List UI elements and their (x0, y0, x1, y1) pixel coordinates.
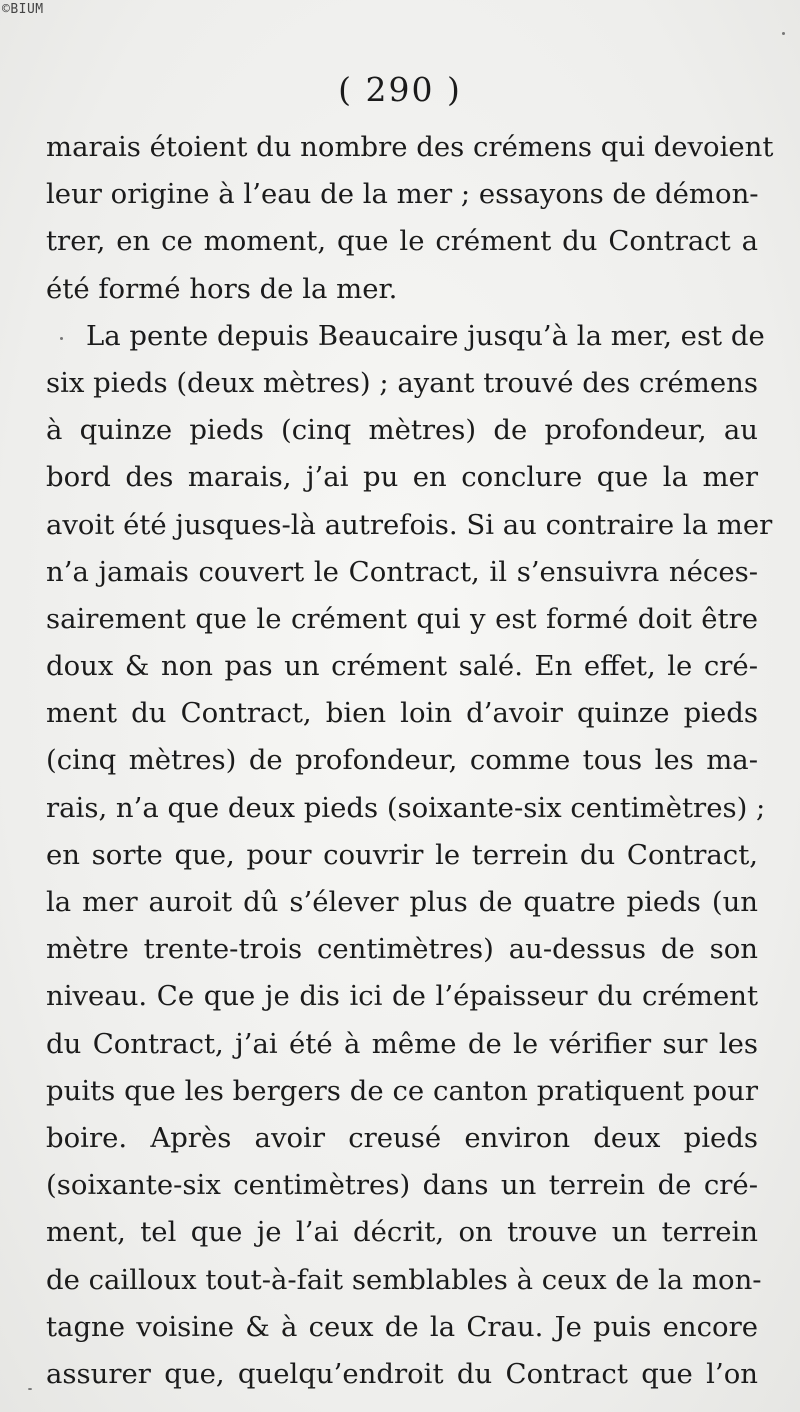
text-line: tagne voisine & à ceux de la Crau. Je puis encore (46, 1310, 758, 1343)
text-line: (cinq mètres) de profondeur, comme tous les ma- (46, 744, 758, 777)
text-line: six pieds (deux mètres) ; ayant trouvé des crémens (46, 366, 758, 399)
text-line: du Contract, j’ai été à même de le vérifier sur les (46, 1027, 758, 1060)
text-line: marais étoient du nombre des crémens qui devoient (46, 131, 774, 163)
page-number: ( 290 ) (338, 70, 462, 109)
text-line: doux & non pas un crément salé. En effet, le cré- (46, 650, 758, 683)
text-line: ment du Contract, bien loin d’avoir quinze pieds (46, 697, 758, 730)
text-line: à quinze pieds (cinq mètres) de profondeur, au (46, 414, 758, 447)
text-line: La pente depuis Beaucaire jusqu’à la mer, est de (86, 319, 765, 352)
text-line: avoit été jusques-là autrefois. Si au contraire la mer (46, 508, 773, 541)
print-speck (28, 1388, 32, 1390)
text-line: de cailloux tout-à-fait semblables à ceux de la mon- (46, 1263, 762, 1296)
text-line: (soixante-six centimètres) dans un terrein de cré- (46, 1169, 758, 1202)
text-line: boire. Après avoir creusé environ deux pieds (46, 1121, 758, 1154)
text-line: ment, tel que je l’ai décrit, on trouve un terrein (46, 1216, 758, 1249)
text-line: rais, n’a que deux pieds (soixante-six centimètres) ; (46, 791, 766, 824)
text-line: trer, en ce moment, que le crément du Contract a (46, 225, 758, 258)
text-line: sairement que le crément qui y est formé doit être (46, 602, 758, 635)
text-line: leur origine à l’eau de la mer ; essayons de démon- (46, 178, 759, 211)
text-line: n’a jamais couvert le Contract, il s’ensuivra néces- (46, 555, 758, 588)
watermark: ©BIUM (2, 2, 44, 17)
text-line: niveau. Ce que je dis ici de l’épaisseur du crément (46, 980, 758, 1013)
text-line: la mer auroit dû s’élever plus de quatre pieds (un (46, 886, 758, 918)
print-speck (60, 337, 63, 340)
body-text (46, 124, 774, 1398)
text-line: bord des marais, j’ai pu en conclure que la mer (46, 461, 758, 494)
text-line: été formé hors de la mer. (46, 272, 398, 305)
text-line: assurer que, quelqu’endroit du Contract que l’on (46, 1357, 758, 1390)
text-line: en sorte que, pour couvrir le terrein du Contract, (46, 838, 758, 871)
print-speck (782, 32, 785, 35)
text-line: mètre trente-trois centimètres) au-dessus de son (46, 933, 758, 966)
text-line: puits que les bergers de ce canton pratiquent pour (46, 1074, 758, 1107)
